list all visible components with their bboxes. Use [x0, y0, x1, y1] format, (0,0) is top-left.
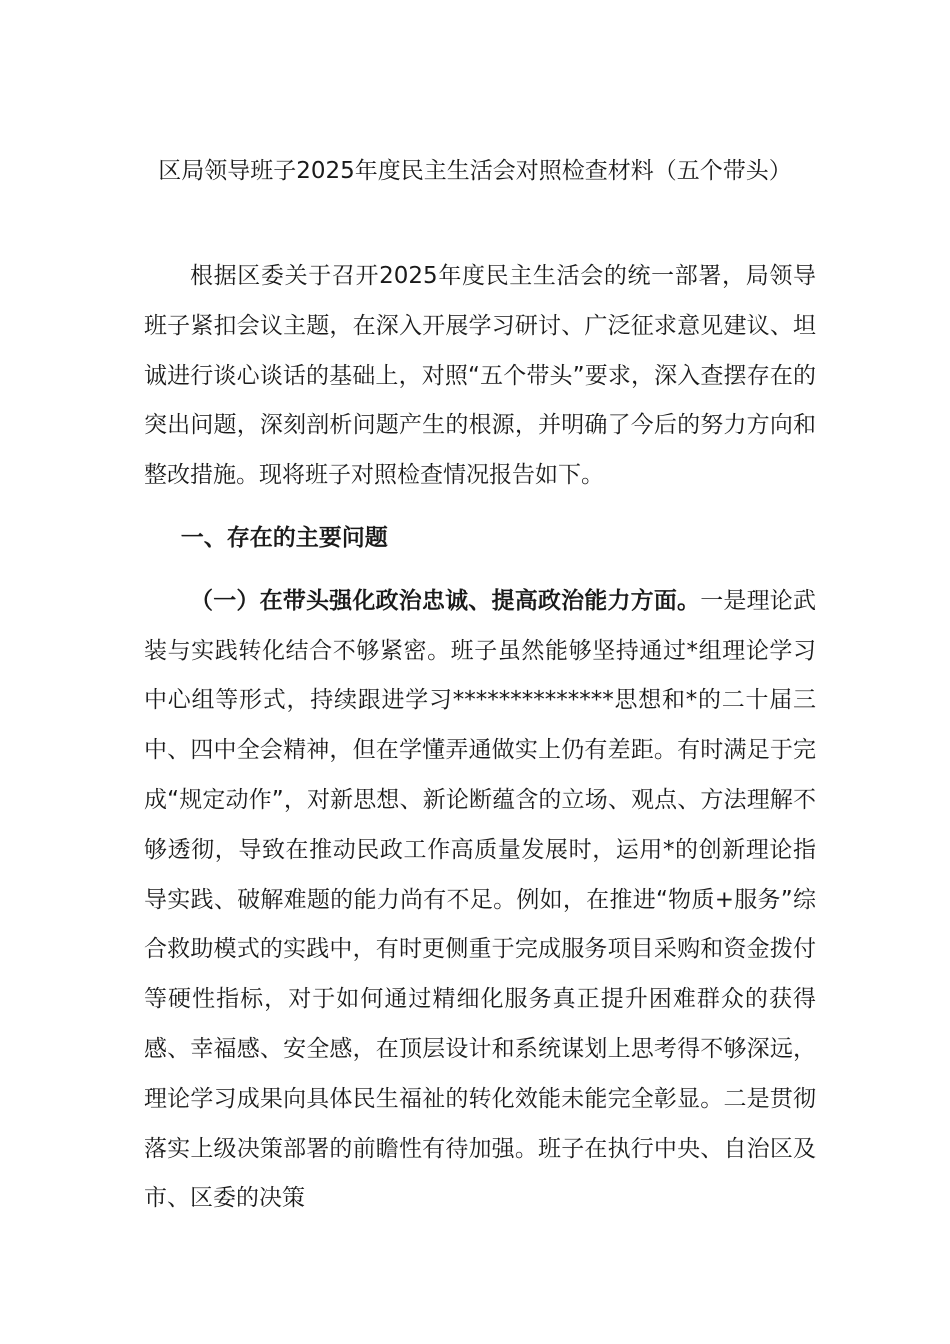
intro-paragraph: 根据区委关于召开2025年度民主生活会的统一部署，局领导班子紧扣会议主题，在深入开展学习研讨、广泛征求意见建议、坦诚进行谈心谈话的基础上，对照“五个带头”要求，深入查摆存在的突出问题，深刻剖析问题产生的根源，并明确了今后的努力方向和整改措施。现将班子对照检查情况报告如下。: [144, 263, 816, 489]
subsection-text: 一是理论武装与实践转化结合不够紧密。班子虽然能够坚持通过*组理论学习中心组等形式，持续跟进学习**************思想和*的二十届三中、四中全会精神，但在学懂弄通做实上仍有差距。有时满足于完成“规定动作”，对新思想、新论断蕴含的立场、观点、方法理解不够透彻，导致在推动民政工作高质量发展时，运用*的创新理论指导实践、破解难题的能力尚有不足。例如，在推进“物质+服务”综合救助模式的实践中，有时更侧重于完成服务项目采购和资金拨付等硬性指标，对于如何通过精细化服务真正提升困难群众的获得感、幸福感、安全感，在顶层设计和系统谋划上思考得不够深远，理论学习成果向具体民生福祉的转化效能未能完全彰显。二是贯彻落实上级决策部署的前瞻性有待加强。班子在执行中央、自治区及市、区委的决策: [144, 587, 817, 1212]
subsection-heading: （一）在带头强化政治忠诚、提高政治能力方面。: [190, 587, 701, 614]
section-heading: 一、存在的主要问题: [180, 524, 388, 551]
document-title: 区局领导班子2025年度民主生活会对照检查材料（五个带头）: [158, 158, 792, 184]
subsection-paragraph: [144, 577, 816, 1224]
document-body: [144, 252, 816, 1224]
